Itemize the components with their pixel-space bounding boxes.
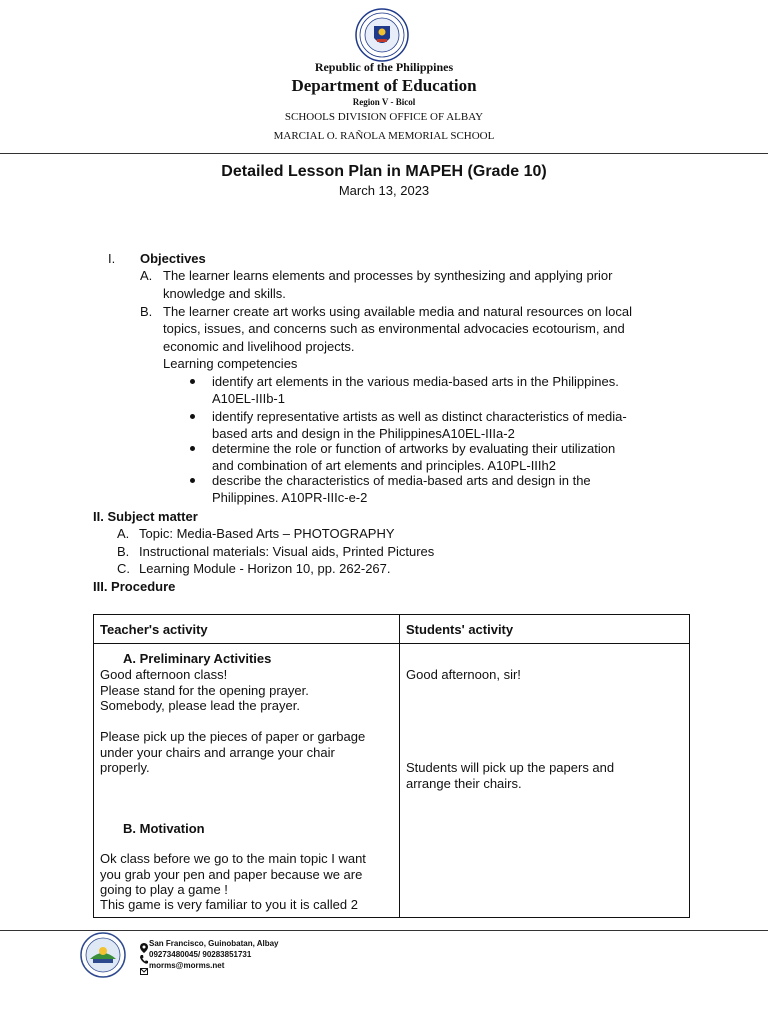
- competency-2-line1: identify representative artists as well as distinct characteristics of media-: [212, 409, 627, 424]
- bullet-icon: [190, 379, 195, 384]
- students-column-header: Students' activity: [406, 622, 514, 637]
- procedure-heading: III. Procedure: [93, 579, 176, 594]
- objective-b-letter: B.: [140, 304, 153, 319]
- competency-4-line2: Philippines. A10PR-IIIc-e-2: [212, 490, 368, 505]
- bullet-icon: [190, 414, 195, 419]
- teacher-line: properly.: [100, 760, 150, 775]
- motivation-line: Ok class before we go to the main topic I want: [100, 851, 366, 866]
- page-title: Detailed Lesson Plan in MAPEH (Grade 10): [221, 163, 547, 180]
- header-divider: [0, 153, 768, 154]
- motivation-line: going to play a game !: [100, 882, 228, 897]
- subject-c-letter: C.: [117, 561, 130, 576]
- competency-1-line2: A10EL-IIIb-1: [212, 391, 285, 406]
- deped-seal: [355, 8, 409, 62]
- competency-3-line1: determine the role or function of artworks by evaluating their utilization: [212, 441, 616, 456]
- bullet-icon: [190, 478, 195, 483]
- email-icon: [140, 962, 148, 969]
- objective-a-letter: A.: [140, 268, 153, 283]
- competency-3-line2: and combination of art elements and principles. A10PL-IIIh2: [212, 458, 556, 473]
- header-republic: Republic of the Philippines: [314, 60, 454, 74]
- subject-materials: Instructional materials: Visual aids, Printed Pictures: [139, 544, 435, 559]
- students-activity-cell: [400, 644, 690, 918]
- header-division: SCHOOLS DIVISION OFFICE OF ALBAY: [284, 111, 484, 123]
- objective-b-line3: economic and livelihood projects.: [163, 339, 355, 354]
- competencies-label: Learning competencies: [163, 356, 298, 371]
- students-column-header-cell: [400, 615, 690, 644]
- competency-2-line2: based arts and design in the PhilippinesA10EL-IIIa-2: [212, 426, 515, 441]
- student-line: Good afternoon, sir!: [406, 667, 521, 682]
- motivation-line: you grab your pen and paper because we are: [100, 867, 363, 882]
- student-line: arrange their chairs.: [406, 776, 522, 791]
- student-line: Students will pick up the papers and: [406, 760, 615, 775]
- header-region: Region V - Bicol: [352, 97, 416, 107]
- objective-b-line1: The learner create art works using available media and natural resources on local: [163, 304, 632, 319]
- teacher-line: Please stand for the opening prayer.: [100, 683, 309, 698]
- header-department: Department of Education: [291, 76, 477, 95]
- preliminary-activities-heading: A. Preliminary Activities: [123, 651, 272, 666]
- subject-b-letter: B.: [117, 544, 130, 559]
- teacher-column-header-cell: [94, 615, 400, 644]
- header-school: MARCIAL O. RAÑOLA MEMORIAL SCHOOL: [273, 130, 495, 142]
- subject-a-letter: A.: [117, 526, 130, 541]
- objective-a-line1: The learner learns elements and processes by synthesizing and applying prior: [163, 268, 613, 283]
- teacher-column-header: Teacher's activity: [100, 622, 208, 637]
- teacher-line: Please pick up the pieces of paper or garbage: [100, 729, 366, 744]
- subject-matter-heading: II. Subject matter: [93, 509, 198, 524]
- objective-a-line2: knowledge and skills.: [163, 286, 286, 301]
- procedure-table: [93, 614, 690, 918]
- footer-divider: [0, 930, 768, 931]
- footer-email: morms@morms.net: [149, 961, 225, 970]
- bullet-icon: [190, 446, 195, 451]
- location-pin-icon: [140, 940, 148, 950]
- competency-1-line1: identify art elements in the various media-based arts in the Philippines.: [212, 374, 619, 389]
- footer-phone: 09273480045/ 90283851731: [149, 950, 252, 959]
- subject-module: Learning Module - Horizon 10, pp. 262-267.: [139, 561, 391, 576]
- motivation-line: This game is very familiar to you it is called 2: [100, 897, 358, 912]
- teacher-line: under your chairs and arrange your chair: [100, 745, 335, 760]
- teacher-activity-cell: [94, 644, 400, 918]
- subject-topic: Topic: Media-Based Arts – PHOTOGRAPHY: [139, 526, 395, 541]
- footer-address: San Francisco, Guinobatan, Albay: [149, 939, 279, 948]
- motivation-heading: B. Motivation: [123, 821, 205, 836]
- objectives-heading: Objectives: [140, 251, 206, 266]
- school-logo: [80, 932, 126, 978]
- lesson-date: March 13, 2023: [338, 183, 430, 198]
- objectives-numeral: I.: [108, 251, 116, 266]
- phone-icon: [140, 951, 148, 960]
- teacher-line: Good afternoon class!: [100, 667, 228, 682]
- objective-b-line2: topics, issues, and concerns such as environmental advocacies ecotourism, and: [163, 321, 625, 336]
- competency-4-line1: describe the characteristics of media-based arts and design in the: [212, 473, 591, 488]
- teacher-line: Somebody, please lead the prayer.: [100, 698, 300, 713]
